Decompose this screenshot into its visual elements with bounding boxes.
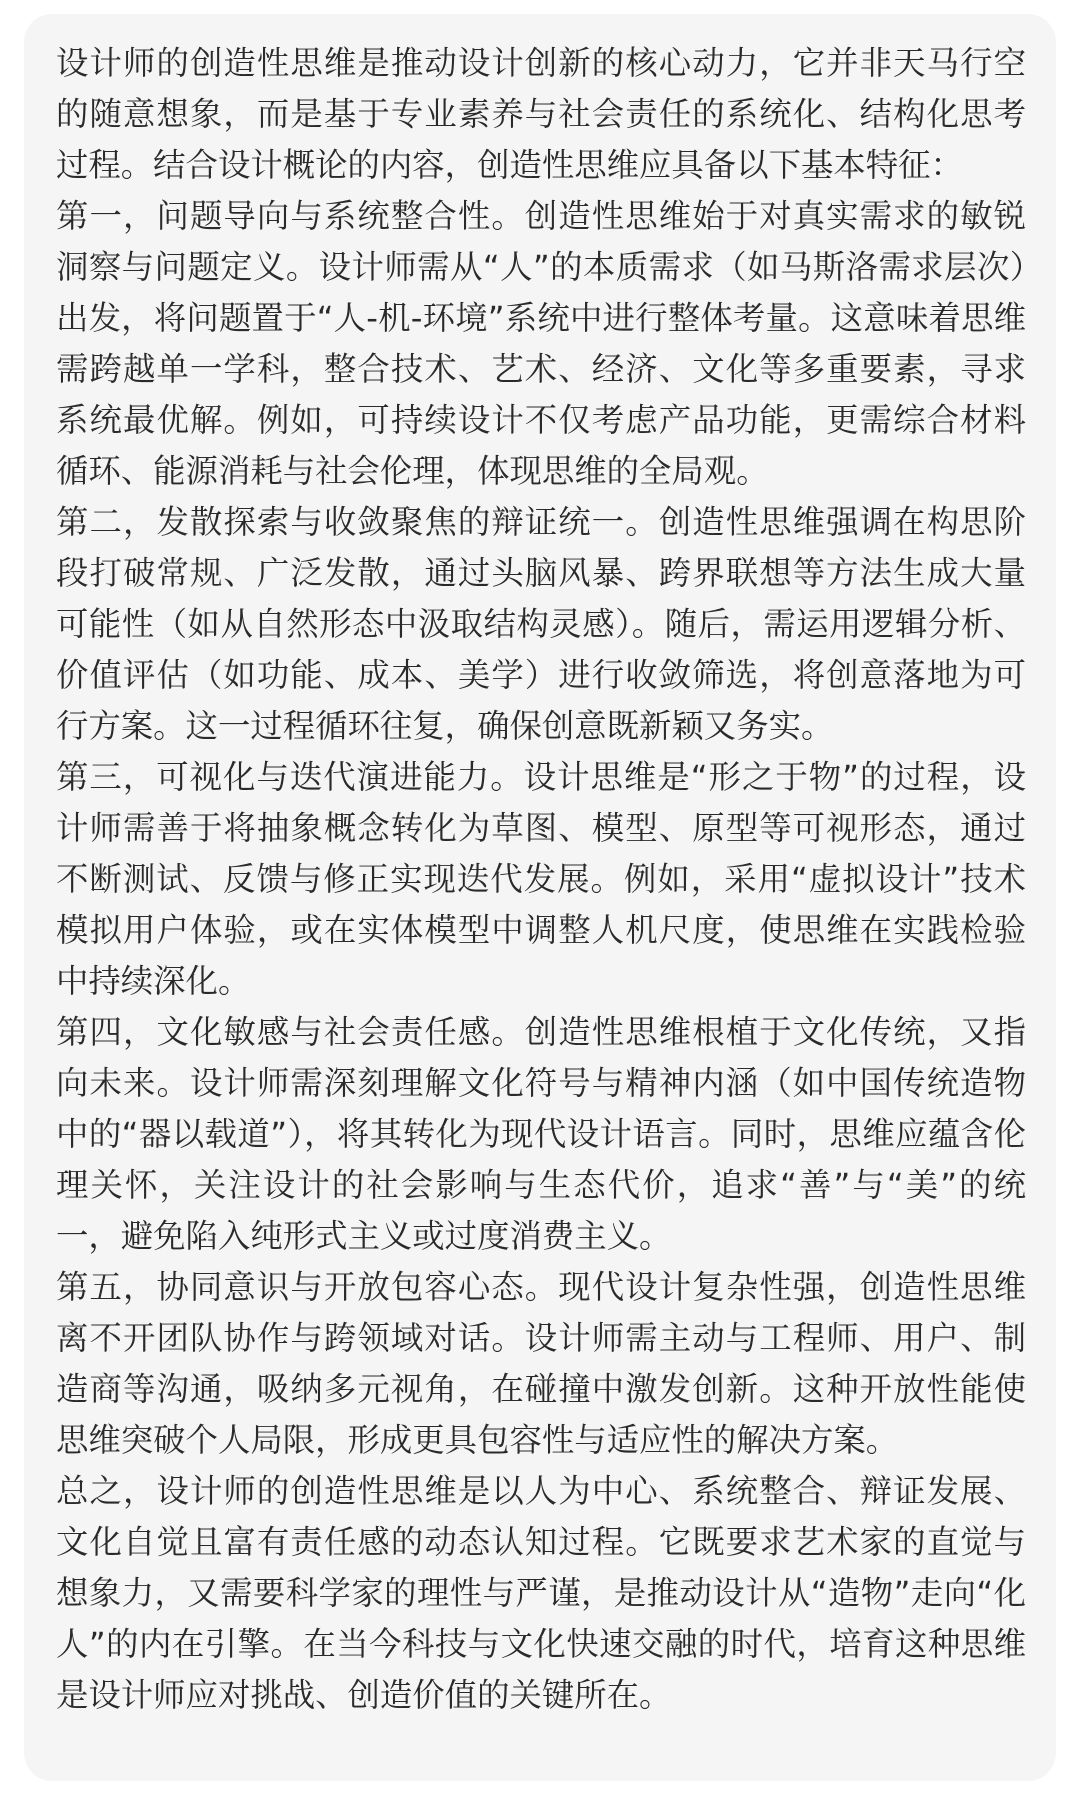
text-card	[24, 14, 1056, 1781]
paragraph-point-4: 第四，文化敏感与社会责任感。创造性思维根植于文化传统，又指向未来。设计师需深刻理解文化符号与精神内涵（如中国传统造物中的“器以载道”），将其转化为现代设计语言。同时，思维应蕴含伦理关怀，关注设计的社会影响与生态代价，追求“善”与“美”的统一，避免陷入纯形式主义或过度消费主义。	[56, 1013, 1026, 1255]
paragraph-point-1: 第一，问题导向与系统整合性。创造性思维始于对真实需求的敏锐洞察与问题定义。设计师需从“人”的本质需求（如马斯洛需求层次）出发，将问题置于“人-机-环境”系统中进行整体考量。这意味着思维需跨越单一学科，整合技术、艺术、经济、文化等多重要素，寻求系统最优解。例如，可持续设计不仅考虑产品功能，更需综合材料循环、能源消耗与社会伦理，体现思维的全局观。	[56, 197, 1026, 490]
paragraph-conclusion: 总之，设计师的创造性思维是以人为中心、系统整合、辩证发展、文化自觉且富有责任感的动态认知过程。它既要求艺术家的直觉与想象力，又需要科学家的理性与严谨，是推动设计从“造物”走向“化人”的内在引擎。在当今科技与文化快速交融的时代，培育这种思维是设计师应对挑战、创造价值的关键所在。	[56, 1472, 1026, 1714]
paragraph-intro: 设计师的创造性思维是推动设计创新的核心动力，它并非天马行空的随意想象，而是基于专业素养与社会责任的系统化、结构化思考过程。结合设计概论的内容，创造性思维应具备以下基本特征：	[56, 44, 1026, 184]
paragraph-point-2: 第二，发散探索与收敛聚焦的辩证统一。创造性思维强调在构思阶段打破常规、广泛发散，通过头脑风暴、跨界联想等方法生成大量可能性（如从自然形态中汲取结构灵感）。随后，需运用逻辑分析、价值评估（如功能、成本、美学）进行收敛筛选，将创意落地为可行方案。这一过程循环往复，确保创意既新颖又务实。	[56, 503, 1026, 745]
paragraph-point-5: 第五，协同意识与开放包容心态。现代设计复杂性强，创造性思维离不开团队协作与跨领域对话。设计师需主动与工程师、用户、制造商等沟通，吸纳多元视角，在碰撞中激发创新。这种开放性能使思维突破个人局限，形成更具包容性与适应性的解决方案。	[56, 1268, 1026, 1459]
paragraph-point-3: 第三，可视化与迭代演进能力。设计思维是“形之于物”的过程，设计师需善于将抽象概念转化为草图、模型、原型等可视形态，通过不断测试、反馈与修正实现迭代发展。例如，采用“虚拟设计”技术模拟用户体验，或在实体模型中调整人机尺度，使思维在实践检验中持续深化。	[56, 758, 1026, 1000]
